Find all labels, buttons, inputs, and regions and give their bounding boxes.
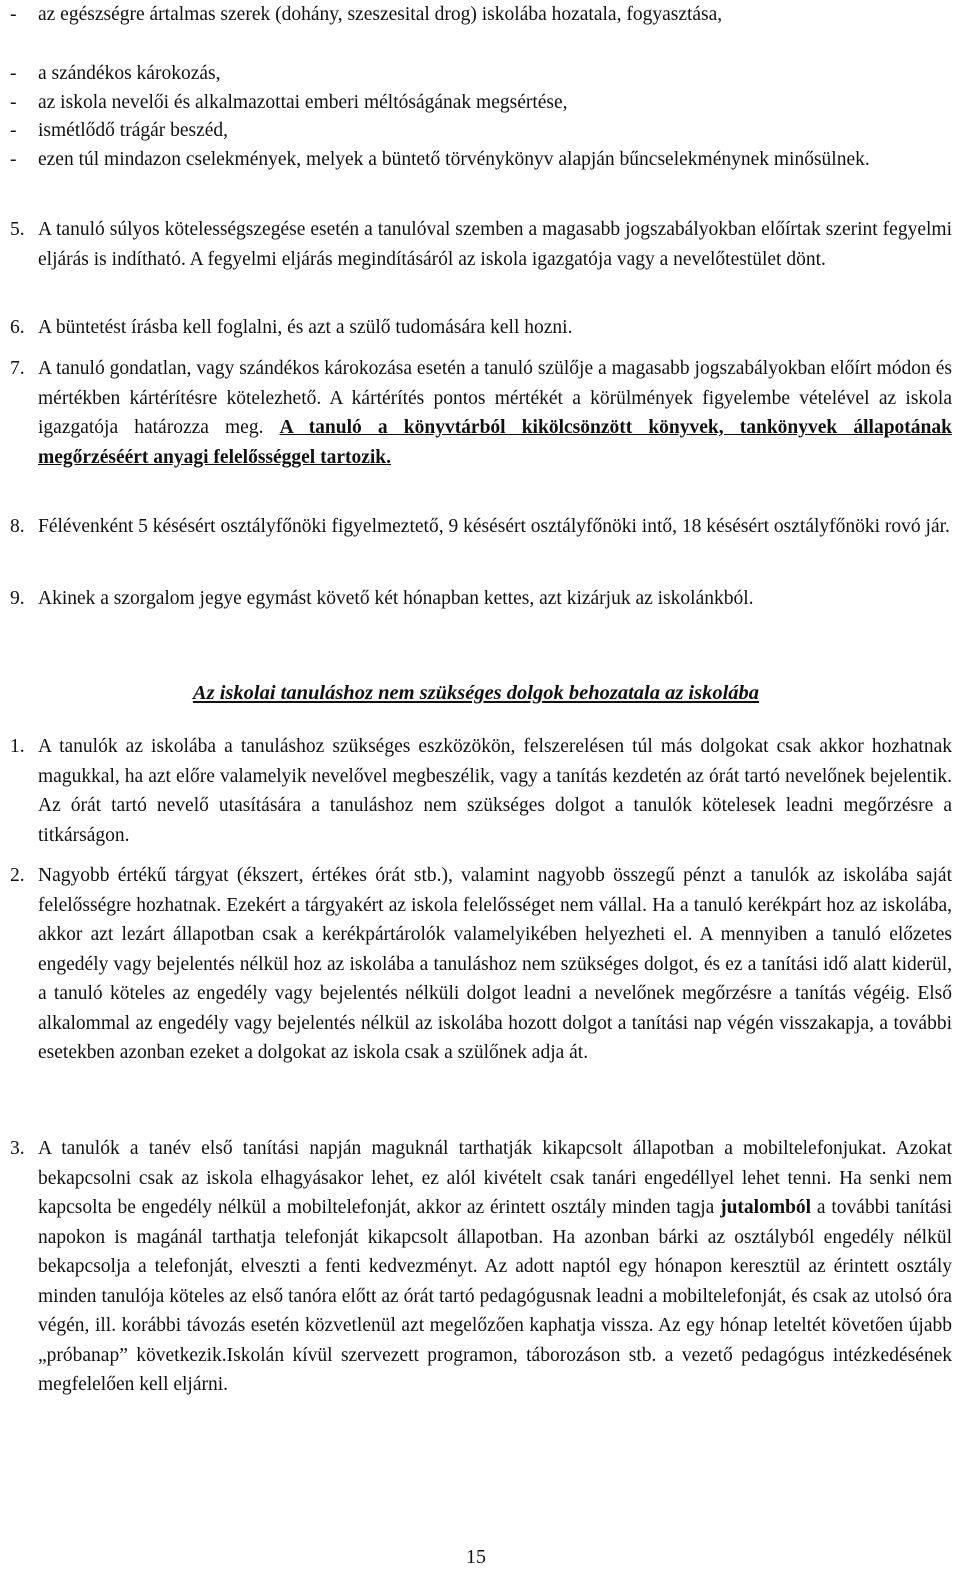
bullet-marker: - [10, 149, 17, 170]
item-number: 9. [10, 588, 25, 609]
item-text: Nagyobb értékű tárgyat (ékszert, értékes órát stb.), valamint nagyobb összegű pénzt a tanulók az iskolába saját felelősségre hozhatnak. Ezekért a tárgyakért az iskola felelősséget nem vállal. Ha a tanuló kerékpárt hoz az iskolába, akkor azt lezárt állapotban csak a kerékpártárolók valamelyikében helyezheti el. A mennyiben a tanuló előzetes engedély vagy bejelentés nélkül hoz az iskolába a tanuláshoz nem szükséges dolgot, és ez a tanítási idő alatt kiderül, a tanuló köteles az engedély vagy bejelentés nélküli dolgot leadni a nevelőnek megőrzésre a tanítás végéig. Első alkalommal az engedély vagy bejelentés nélkül az iskolába hozott dolgot a tanítási nap végén visszakapja, a további esetekben azonban ezeket a dolgokat az iskola csak a szülőnek adja át. [38, 865, 952, 1063]
item-number: 1. [10, 736, 25, 757]
list-item [0, 116, 952, 146]
bullet-marker: - [10, 63, 17, 84]
item-number: 3. [10, 1138, 25, 1159]
bullet-marker: - [10, 92, 17, 113]
list-item [0, 145, 952, 175]
item-text: Félévenként 5 késésért osztályfőnöki figyelmeztető, 9 késésért osztályfőnöki intő, 18 késésért osztályfőnöki rovó jár. [38, 516, 950, 537]
list-item [0, 0, 952, 30]
numbered-item [0, 215, 952, 274]
numbered-item [0, 732, 952, 850]
item-text: A tanuló súlyos kötelességszegése esetén a tanulóval szemben a magasabb jogszabályokban előírtak szerint fegyelmi eljárás is indítható. A fegyelmi eljárás megindításáról az iskola igazgatója vagy a nevelőtestület dönt. [38, 219, 952, 270]
item-text: A büntetést írásba kell foglalni, és azt a szülő tudomására kell hozni. [38, 317, 573, 338]
item-text: A tanulók az iskolába a tanuláshoz szükséges eszközökön, felszerelésen túl más dolgokat csak akkor hozhatnak magukkal, ha azt előre valamelyik nevelővel megbeszélik, vagy a tanítás kezdetén az órát tartó nevelőnek bejelentik. Az órát tartó nevelő utasítására a tanuláshoz nem szükséges dolgot a tanulók kötelesek leadni megőrzésre a titkárságon. [38, 736, 952, 846]
list-item-text: az egészségre ártalmas szerek (dohány, szeszesital drog) iskolába hozatala, fogyasztása, [38, 4, 723, 25]
numbered-item [0, 861, 952, 1068]
list-item-text: ismétlődő trágár beszéd, [38, 120, 229, 141]
page-number: 15 [466, 1546, 486, 1568]
list-item-text: a szándékos károkozás, [38, 63, 221, 84]
item-number: 6. [10, 317, 25, 338]
item-number: 7. [10, 358, 25, 379]
item-text-block [38, 354, 952, 472]
numbered-item [0, 584, 952, 614]
numbered-item [0, 354, 952, 472]
list-item [0, 88, 952, 118]
section-heading: Az iskolai tanuláshoz nem szükséges dolgok behozatala az iskolába [192, 682, 760, 704]
emphasized-text: A tanuló a könyvtárból kikölcsönzött könyvek, tankönyvek állapotának megőrzéséért anyagi felelősséggel tartozik. [38, 417, 952, 468]
numbered-item [0, 512, 952, 542]
list-item-text: ezen túl mindazon cselekmények, melyek a büntető törvénykönyv alapján bűncselekménynek minősülnek. [38, 149, 870, 170]
list-item [0, 59, 952, 89]
list-item-text: az iskola nevelői és alkalmazottai emberi méltóságának megsértése, [38, 92, 568, 113]
item-text: Akinek a szorgalom jegye egymást követő két hónapban kettes, azt kizárjuk az iskolánkból. [38, 588, 754, 609]
item-text: A tanuló gondatlan, vagy szándékos károkozása esetén a tanuló szülője a magasabb jogszabályokban előírt módon és mértékben kártérítésre kötelezhető. A kártérítés pontos mértékét a körülmények figyelembe vételével az iskola igazgatója határozza meg. [38, 358, 952, 438]
item-text: A tanulók a tanév első tanítási napján maguknál tarthatják kikapcsolt állapotban a mobiltelefonjukat. Azokat bekapcsolni csak az iskola elhagyásakor lehet, ez alól kivételt csak tanári engedéllyel lehet tenni. Ha senki nem kapcsolta be engedély nélkül a mobiltelefonját, akkor az érintett osztály minden tagja [38, 1138, 952, 1218]
item-text: a további tanítási napokon is magánál tarthatja telefonját kikapcsolt állapotban. Ha azonban bárki az osztályból engedély nélkül bekapcsolja a telefonját, elveszti a fenti kedvezményt. Az adott naptól egy hónapon keresztül az érintett osztály minden tanulója köteles az első tanóra előtt az órát tartó pedagógusnak leadni a mobiltelefonját, és csak az utolsó óra végén, ill. korábbi távozás esetén közvetlenül azt megelőzően kaphatja vissza. Az egy hónap leteltét követően újabb „próbanap” következik.Iskolán kívül szervezett programon, táborozáson stb. a vezető pedagógus intézkedésének megfelelően kell eljárni. [38, 1197, 953, 1395]
bullet-marker: - [10, 4, 17, 25]
item-text-block [38, 1134, 952, 1400]
item-number: 5. [10, 219, 25, 240]
numbered-item [0, 1134, 952, 1400]
item-number: 8. [10, 516, 25, 537]
item-number: 2. [10, 865, 25, 886]
bold-word: jutalomból [720, 1197, 812, 1218]
bullet-marker: - [10, 120, 17, 141]
numbered-item [0, 313, 952, 343]
